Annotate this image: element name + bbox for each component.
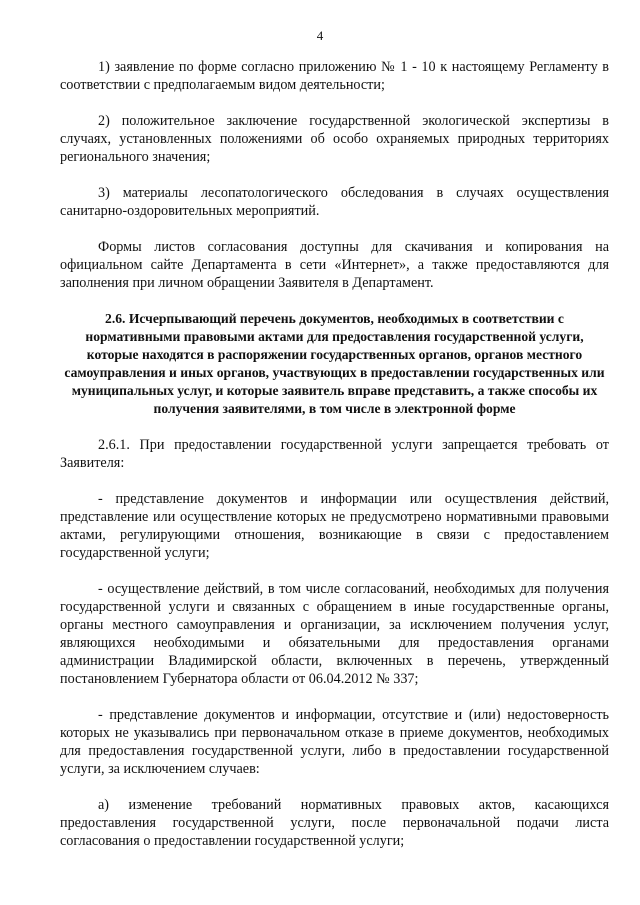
list-item-application-form: 1) заявление по форме согласно приложению № 1 - 10 к настоящему Регламенту в соответствии с предполагаемым видом деятельности; — [60, 59, 609, 93]
forms-availability-paragraph: Формы листов согласования доступны для скачивания и копирования на официальном сайте Департамента в сети «Интернет», а также предоставляются для заполнения при личном обращении Заявителя в Департамент. — [60, 239, 609, 291]
prohibition-item-missing-documents: - представление документов и информации, отсутствие и (или) недостоверность которых не указывались при первоначальном отказе в приеме документов, необходимых для предоставления государственной услуги, либо в предоставлении государственной услуги, за исключением случаев: — [60, 707, 609, 777]
section-heading: 2.6. Исчерпывающий перечень документов, необходимых в соответствии с нормативными правовыми актами для предоставления государственной услуги, которые находятся в распоряжении государственных органов, органов местного самоуправления и иных органов, участвующих в предоставлении государственных или муниципальных услуг, и которые заявитель вправе представить, а также способы их получения заявителями, в том числе в электронной форме — [64, 311, 605, 416]
list-item-survey-materials: 3) материалы лесопатологического обследования в случаях осуществления санитарно-оздоровительных мероприятий. — [60, 185, 609, 219]
prohibition-item-documents: - представление документов и информации или осуществления действий, представление или осуществление которых не предусмотрено нормативными правовыми актами, регулирующими отношения, возникающие в связи с предоставлением государственной услуги; — [60, 491, 609, 561]
list-item-expert-conclusion: 2) положительное заключение государственной экологической экспертизы в случаях, установленных положениями об особо охраняемых природных территориях регионального значения; — [60, 113, 609, 165]
document-body — [60, 58, 609, 868]
page-number: 4 — [316, 28, 324, 43]
exception-item-a: а) изменение требований нормативных правовых актов, касающихся предоставления государственной услуги, после первоначальной подачи листа согласования о предоставлении государственной услуги; — [60, 797, 609, 849]
prohibition-item-actions: - осуществление действий, в том числе согласований, необходимых для получения государственной услуги и связанных с обращением в иные государственные органы, органы местного самоуправления и организации, за исключением получения услуг, являющихся необходимыми и обязательными для предоставления органами администрации Владимирской области, включенных в перечень, утвержденный постановлением Губернатора области от 06.04.2012 № 337; — [60, 581, 609, 687]
clause-2-6-1: 2.6.1. При предоставлении государственной услуги запрещается требовать от Заявителя: — [60, 437, 609, 471]
